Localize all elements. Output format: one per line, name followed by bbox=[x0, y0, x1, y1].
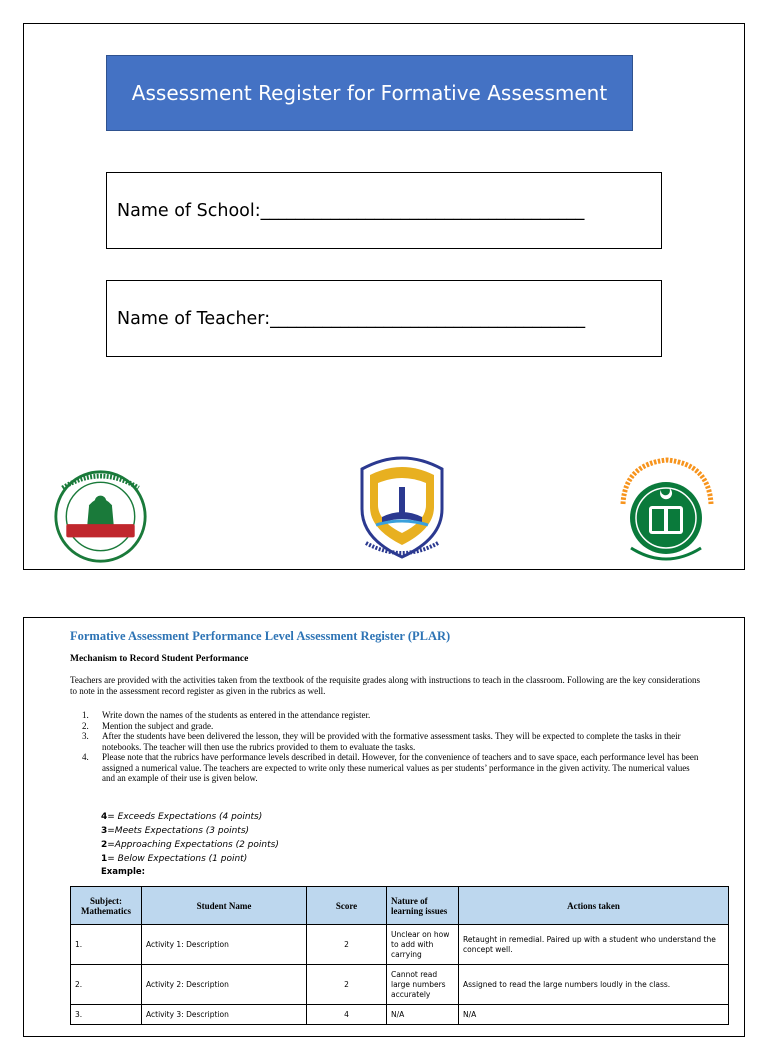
header-student-name: Student Name bbox=[142, 887, 307, 925]
register-subtitle: Mechanism to Record Student Performance bbox=[70, 654, 249, 664]
cell-student: Activity 2: Description bbox=[142, 965, 307, 1005]
cell-number: 2. bbox=[71, 965, 142, 1005]
register-title: Formative Assessment Performance Level Assessment Register (PLAR) bbox=[70, 629, 451, 643]
level-text: =Approaching Expectations (2 points) bbox=[107, 840, 279, 850]
quaid-e-azam-academy-logo bbox=[609, 456, 724, 568]
register-intro: Teachers are provided with the activities taken from the textbook of the requisite grades along with instructions to teach in the classroom. Following are the key considerations to note in the assessment record register as given in the rubrics as well. bbox=[70, 675, 700, 696]
level-row bbox=[101, 852, 279, 866]
school-name-field[interactable]: Name of School:_____________________________________ bbox=[106, 172, 662, 249]
list-number: 3. bbox=[82, 731, 89, 741]
register-page bbox=[23, 617, 745, 1037]
header-subject: Subject: Mathematics bbox=[71, 887, 142, 925]
header-actions: Actions taken bbox=[459, 887, 729, 925]
cell-actions: N/A bbox=[459, 1005, 729, 1025]
list-item bbox=[82, 710, 702, 721]
list-number: 2. bbox=[82, 720, 89, 731]
level-row bbox=[101, 824, 279, 838]
cell-number: 1. bbox=[71, 925, 142, 965]
table-header-row bbox=[71, 887, 729, 925]
header-nature: Nature of learning issues bbox=[387, 887, 459, 925]
level-number: 4 bbox=[101, 812, 108, 822]
list-item bbox=[82, 752, 702, 784]
cell-number: 3. bbox=[71, 1005, 142, 1025]
level-row bbox=[101, 810, 279, 824]
performance-levels bbox=[101, 810, 279, 866]
list-text: After the students have been delivered the lesson, they will be provided with the formative assessment tasks. They will be expected to complete the tasks in their notebooks. The teacher will then use the rubrics provided to them to evaluate the tasks. bbox=[102, 731, 681, 752]
cell-nature: Unclear on how to add with carrying bbox=[387, 925, 459, 965]
instruction-list bbox=[82, 710, 702, 784]
punjab-examination-commission-logo bbox=[352, 451, 452, 563]
table-row bbox=[71, 1005, 729, 1025]
level-text: = Below Expectations (1 point) bbox=[107, 854, 248, 864]
cover-page bbox=[23, 23, 745, 570]
cell-score: 2 bbox=[307, 925, 387, 965]
cell-student: Activity 1: Description bbox=[142, 925, 307, 965]
header-score: Score bbox=[307, 887, 387, 925]
cell-actions: Retaught in remedial. Paired up with a student who understand the concept well. bbox=[459, 925, 729, 965]
teacher-name-field[interactable]: Name of Teacher:____________________________________ bbox=[106, 280, 662, 357]
cell-nature: Cannot read large numbers accurately bbox=[387, 965, 459, 1005]
list-item bbox=[82, 731, 702, 752]
level-row bbox=[101, 838, 279, 852]
cell-student: Activity 3: Description bbox=[142, 1005, 307, 1025]
cell-score: 2 bbox=[307, 965, 387, 1005]
assessment-table bbox=[70, 886, 729, 1025]
list-text: Mention the subject and grade. bbox=[102, 720, 214, 731]
cover-title: Assessment Register for Formative Assessment bbox=[106, 55, 633, 131]
list-number: 4. bbox=[82, 752, 89, 762]
list-text: Write down the names of the students as entered in the attendance register. bbox=[102, 710, 371, 720]
level-number: 2 bbox=[101, 840, 108, 850]
level-number: 3 bbox=[101, 826, 108, 836]
list-text: Please note that the rubrics have performance levels described in detail. However, for the convenience of teachers and to save space, each performance level has been assigned a numerical value. The teachers are expected to write only these numerical values as per students’ performance in the given activity. The numerical values and an example of their use is given below. bbox=[102, 752, 699, 783]
level-number: 1 bbox=[101, 854, 108, 864]
list-item bbox=[82, 721, 702, 732]
level-text: =Meets Expectations (3 points) bbox=[107, 826, 250, 836]
table-row bbox=[71, 965, 729, 1005]
example-label: Example: bbox=[101, 867, 146, 877]
cell-nature: N/A bbox=[387, 1005, 459, 1025]
level-text: = Exceeds Expectations (4 points) bbox=[107, 812, 263, 822]
cell-score: 4 bbox=[307, 1005, 387, 1025]
list-number: 1. bbox=[82, 710, 89, 720]
table-row bbox=[71, 925, 729, 965]
cell-actions: Assigned to read the large numbers loudly in the class. bbox=[459, 965, 729, 1005]
school-education-department-logo bbox=[53, 469, 148, 564]
